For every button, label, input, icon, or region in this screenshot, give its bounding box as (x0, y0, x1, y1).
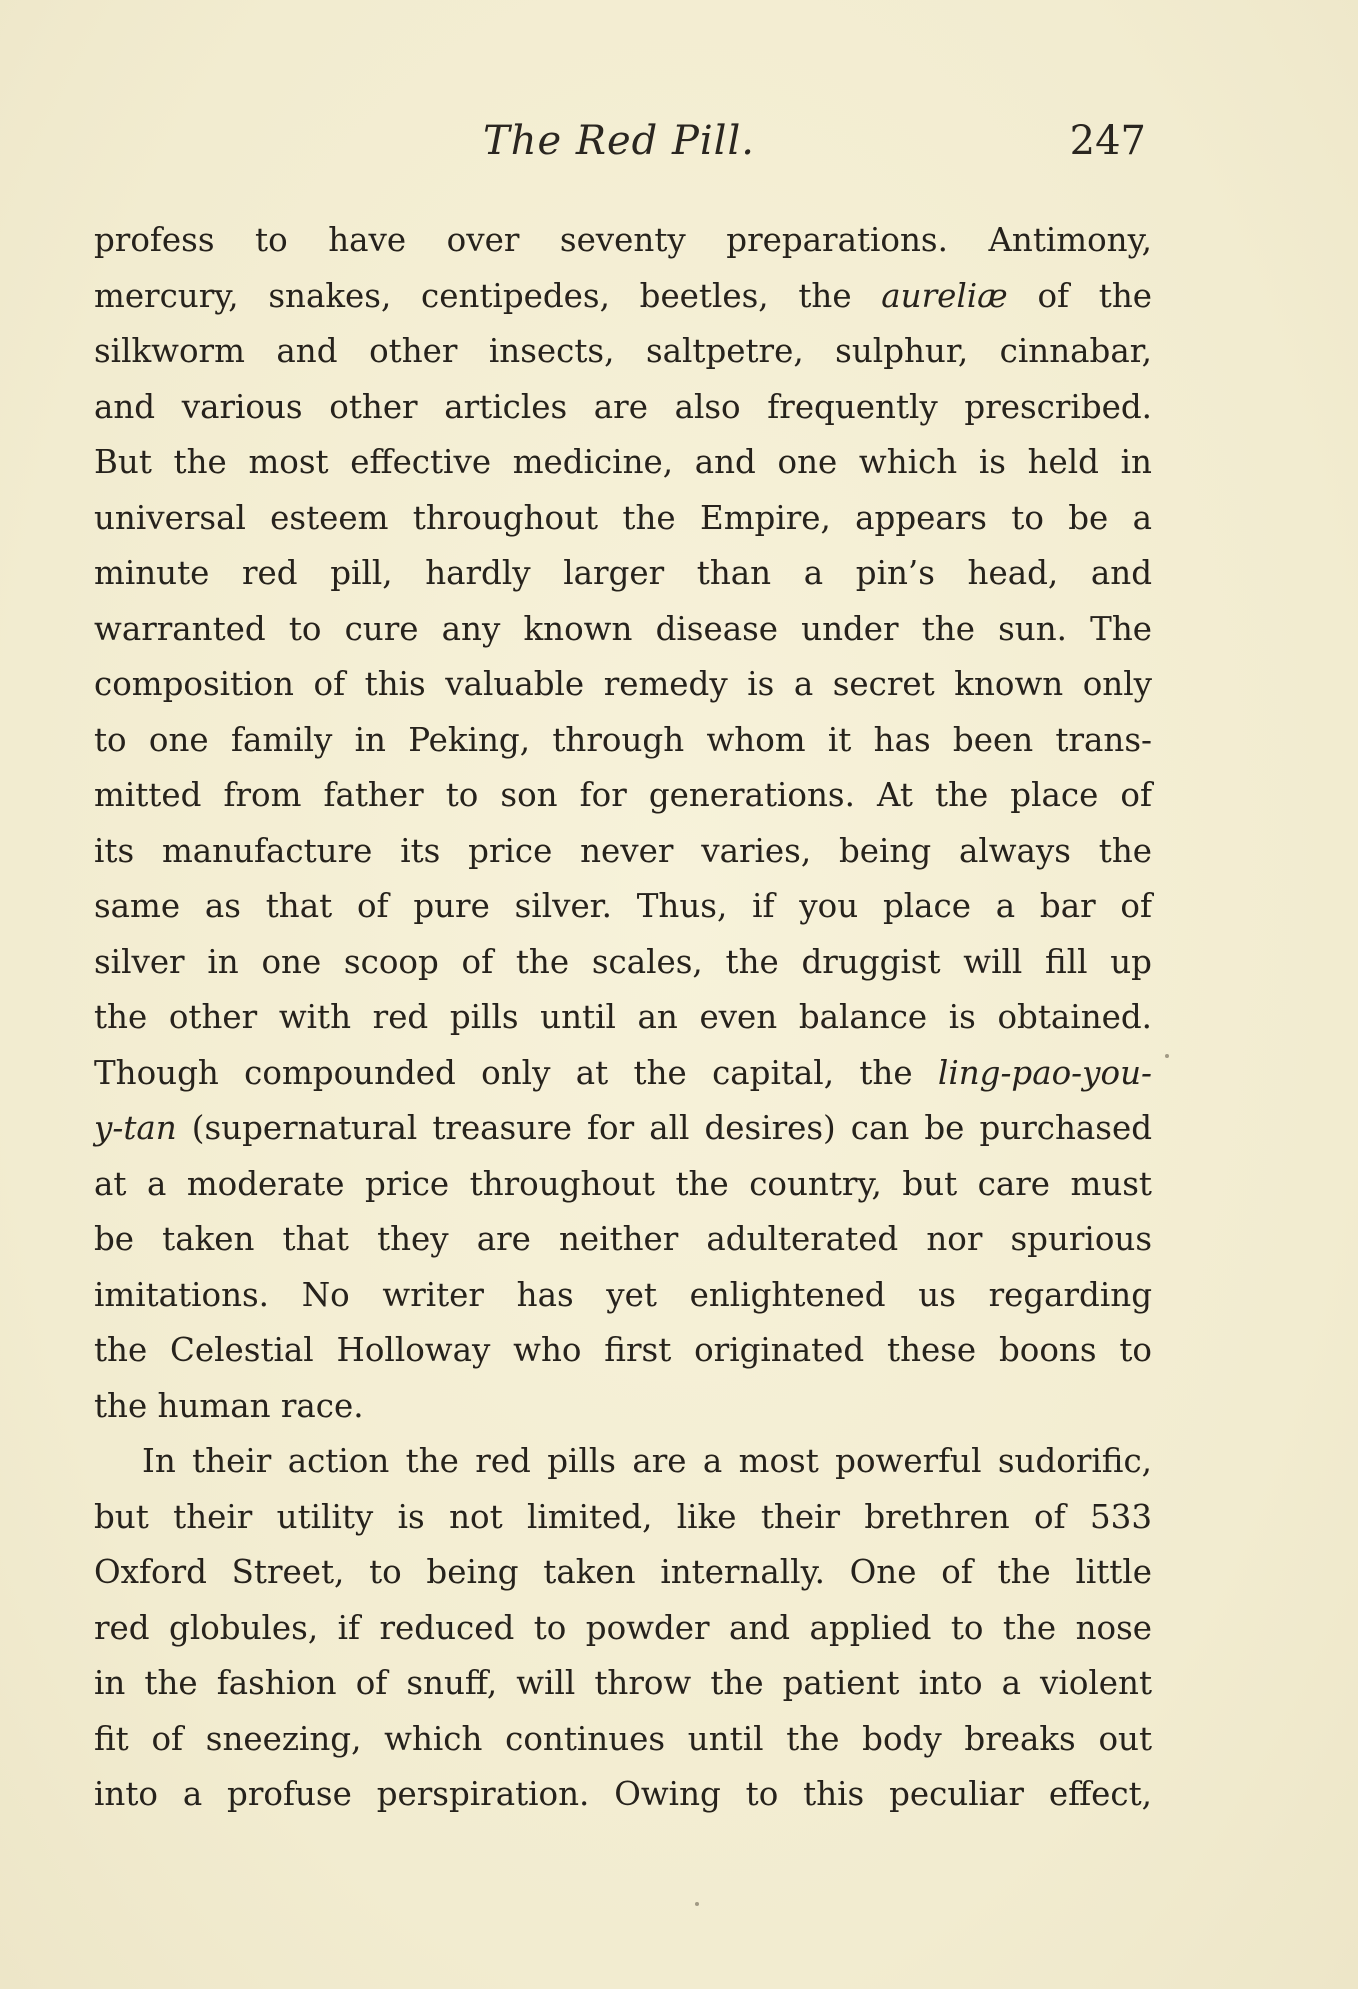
text-line (94, 1712, 1152, 1768)
paper-speck (1165, 1054, 1169, 1058)
text-run: minute red pill, hardly larger than a pin’s head, and (94, 554, 1152, 592)
text-line (94, 1212, 1152, 1268)
text-run: silver in one scoop of the scales, the druggist will fill up (94, 942, 1152, 981)
text-run: the human race. (94, 1386, 364, 1425)
text-line (94, 824, 1152, 880)
text-line (94, 990, 1152, 1046)
text-run: mitted from father to son for generations. At the place of (94, 776, 1152, 814)
text-line (94, 435, 1152, 491)
text-run: same as that of pure silver. Thus, if you place a bar of (94, 887, 1152, 925)
text-line (94, 1490, 1152, 1546)
text-line (94, 879, 1152, 935)
text-line (94, 1656, 1152, 1712)
text-run: the Celestial Holloway who first originated these boons to (94, 1331, 1152, 1369)
text-run: be taken that they are neither adulterated nor spurious (94, 1220, 1152, 1258)
running-title: The Red Pill. (483, 118, 755, 164)
text-run: imitations. No writer has yet enlightened us regarding (94, 1275, 1152, 1314)
text-line (94, 324, 1152, 380)
text-line (94, 1046, 1152, 1102)
text-line (94, 1157, 1152, 1213)
text-line (94, 1379, 1152, 1435)
page-number: 247 (1069, 118, 1146, 164)
text-run: to one family in Peking, through whom it has been trans- (94, 720, 1152, 759)
text-run: universal esteem throughout the Empire, appears to be a (94, 498, 1152, 537)
text-run: and various other articles are also frequently prescribed. (94, 387, 1152, 426)
text-run: its manufacture its price never varies, being always the (94, 831, 1152, 870)
text-run: warranted to cure any known disease under the sun. The (94, 609, 1152, 648)
text-run: Though compounded only at the capital, the (94, 1053, 938, 1092)
text-run: profess to have over seventy preparations. Antimony, (94, 221, 1152, 259)
italic-term: y-tan (94, 1109, 177, 1147)
paper-speck (695, 1902, 699, 1906)
text-line (94, 491, 1152, 547)
italic-term: ling-pao-you- (937, 1053, 1152, 1092)
italic-term: aureliæ (881, 276, 1008, 315)
text-run: silkworm and other insects, saltpetre, sulphur, cinnabar, (94, 332, 1152, 370)
text-line (94, 1268, 1152, 1324)
text-line (94, 713, 1152, 769)
text-run: but their utility is not limited, like their brethren of 533 (94, 1497, 1152, 1536)
text-line (94, 1323, 1152, 1379)
text-line (94, 657, 1152, 713)
text-line (94, 1545, 1152, 1601)
text-run: fit of sneezing, which continues until the body breaks out (94, 1719, 1152, 1758)
text-run: mercury, snakes, centipedes, beetles, the (94, 276, 882, 315)
paragraph-2 (94, 1434, 1152, 1823)
text-run: But the most effective medicine, and one which is held in (94, 443, 1152, 481)
text-line (94, 768, 1152, 824)
text-line (94, 213, 1152, 269)
text-run: composition of this valuable remedy is a secret known only (94, 665, 1152, 703)
paragraph-1 (94, 213, 1152, 1434)
text-run: Oxford Street, to being taken internally. One of the little (94, 1553, 1152, 1591)
text-line (94, 602, 1152, 658)
text-run: the other with red pills until an even balance is obtained. (94, 998, 1152, 1036)
running-head (94, 118, 1144, 178)
text-run: into a profuse perspiration. Owing to this peculiar effect, (94, 1775, 1152, 1813)
text-line (94, 1434, 1152, 1490)
body-text (94, 213, 1152, 1823)
text-line (94, 935, 1152, 991)
text-run: red globules, if reduced to powder and applied to the nose (94, 1608, 1152, 1647)
text-line (94, 1601, 1152, 1657)
text-line (94, 546, 1152, 602)
text-line (94, 269, 1152, 325)
text-line (94, 380, 1152, 436)
text-line (94, 1101, 1152, 1157)
text-run: of the (1007, 276, 1152, 315)
text-run: in the fashion of snuff, will throw the patient into a violent (94, 1664, 1152, 1702)
text-line (94, 1767, 1152, 1823)
text-run: at a moderate price throughout the country, but care must (94, 1164, 1152, 1203)
text-run: In their action the red pills are a most powerful sudorific, (142, 1442, 1152, 1480)
text-run: (supernatural treasure for all desires) can be purchased (176, 1109, 1152, 1147)
